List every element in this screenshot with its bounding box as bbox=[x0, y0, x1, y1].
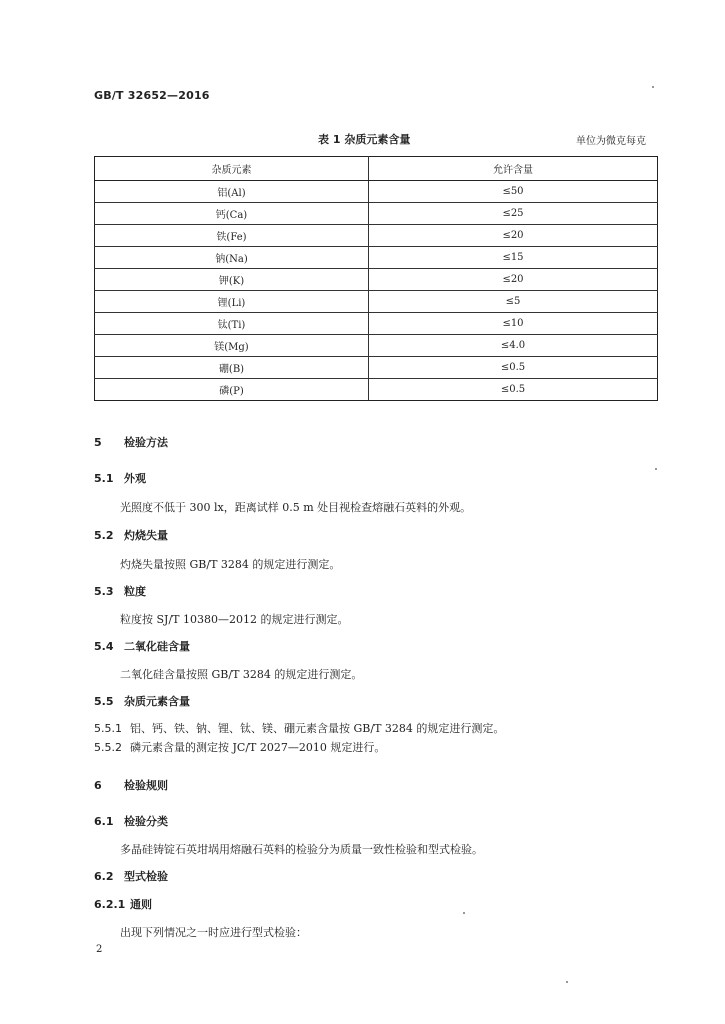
section-5-4-heading bbox=[94, 638, 190, 654]
section-5-1-heading bbox=[94, 470, 146, 486]
table-row bbox=[95, 269, 658, 291]
section-5-3-heading bbox=[94, 583, 146, 599]
section-title: 灼烧失量 bbox=[124, 529, 168, 542]
section-number: 5.5.2 bbox=[94, 741, 122, 754]
section-5-5-heading bbox=[94, 693, 190, 709]
element-cell: 铝(Al) bbox=[95, 181, 369, 203]
section-number: 5.2 bbox=[94, 529, 114, 542]
element-cell: 硼(B) bbox=[95, 357, 369, 379]
section-5-5-2-text bbox=[94, 739, 385, 755]
page-number: 2 bbox=[96, 944, 103, 955]
element-cell: 钠(Na) bbox=[95, 247, 369, 269]
section-number: 6.2 bbox=[94, 870, 114, 883]
section-title: 外观 bbox=[124, 472, 146, 485]
scan-speck bbox=[655, 468, 657, 470]
limit-cell: ≤15 bbox=[369, 247, 658, 269]
limit-cell: ≤10 bbox=[369, 313, 658, 335]
column-header-allowed: 允许含量 bbox=[369, 157, 658, 181]
limit-cell: ≤20 bbox=[369, 269, 658, 291]
table-row bbox=[95, 313, 658, 335]
element-cell: 钛(Ti) bbox=[95, 313, 369, 335]
table-row bbox=[95, 225, 658, 247]
section-title: 通则 bbox=[130, 898, 152, 911]
section-number: 5 bbox=[94, 436, 102, 449]
section-number: 6.1 bbox=[94, 815, 114, 828]
section-5-2-heading bbox=[94, 527, 168, 543]
section-title: 检验分类 bbox=[124, 815, 168, 828]
scan-speck bbox=[652, 86, 654, 88]
limit-cell: ≤25 bbox=[369, 203, 658, 225]
section-5-4-text: 二氧化硅含量按照 GB/T 3284 的规定进行测定。 bbox=[120, 668, 363, 681]
limit-cell: ≤4.0 bbox=[369, 335, 658, 357]
section-title: 检验方法 bbox=[124, 436, 168, 449]
section-text: 磷元素含量的测定按 JC/T 2027—2010 规定进行。 bbox=[130, 741, 386, 754]
element-cell: 镁(Mg) bbox=[95, 335, 369, 357]
section-text: 铝、钙、铁、钠、锂、钛、镁、硼元素含量按 GB/T 3284 的规定进行测定。 bbox=[130, 722, 505, 735]
section-title: 型式检验 bbox=[124, 870, 168, 883]
section-number: 5.5.1 bbox=[94, 722, 122, 735]
scan-speck bbox=[566, 981, 568, 983]
scan-speck bbox=[463, 912, 465, 914]
section-5-heading bbox=[94, 434, 168, 450]
table-row bbox=[95, 357, 658, 379]
section-6-2-1-text: 出现下列情况之一时应进行型式检验： bbox=[120, 926, 307, 939]
table-caption: 表 1 杂质元素含量 bbox=[318, 133, 411, 146]
section-number: 5.3 bbox=[94, 585, 114, 598]
table-header-row bbox=[95, 157, 658, 181]
section-5-1-text: 光照度不低于 300 lx，距离试样 0.5 m 处目视检查熔融石英料的外观。 bbox=[120, 501, 472, 514]
section-title: 杂质元素含量 bbox=[124, 695, 190, 708]
limit-cell: ≤50 bbox=[369, 181, 658, 203]
standard-number: GB/T 32652—2016 bbox=[94, 89, 210, 102]
element-cell: 钙(Ca) bbox=[95, 203, 369, 225]
limit-cell: ≤20 bbox=[369, 225, 658, 247]
section-5-2-text: 灼烧失量按照 GB/T 3284 的规定进行测定。 bbox=[120, 558, 341, 571]
section-number: 5.1 bbox=[94, 472, 114, 485]
section-title: 检验规则 bbox=[124, 779, 168, 792]
table-unit: 单位为微克每克 bbox=[576, 136, 646, 147]
section-6-heading bbox=[94, 777, 168, 793]
section-6-1-heading bbox=[94, 813, 168, 829]
section-6-1-text: 多晶硅铸锭石英坩埚用熔融石英料的检验分为质量一致性检验和型式检验。 bbox=[120, 843, 483, 856]
table-row bbox=[95, 203, 658, 225]
table-row bbox=[95, 181, 658, 203]
section-6-2-1-heading bbox=[94, 896, 152, 912]
table-row bbox=[95, 379, 658, 401]
section-title: 粒度 bbox=[124, 585, 146, 598]
section-6-2-heading bbox=[94, 868, 168, 884]
limit-cell: ≤5 bbox=[369, 291, 658, 313]
section-number: 6.2.1 bbox=[94, 898, 126, 911]
element-cell: 钾(K) bbox=[95, 269, 369, 291]
element-cell: 磷(P) bbox=[95, 379, 369, 401]
element-cell: 铁(Fe) bbox=[95, 225, 369, 247]
column-header-element: 杂质元素 bbox=[95, 157, 369, 181]
element-cell: 锂(Li) bbox=[95, 291, 369, 313]
section-5-3-text: 粒度按 SJ/T 10380—2012 的规定进行测定。 bbox=[120, 613, 349, 626]
table-row bbox=[95, 291, 658, 313]
section-number: 6 bbox=[94, 779, 102, 792]
section-number: 5.5 bbox=[94, 695, 114, 708]
table-row bbox=[95, 335, 658, 357]
section-number: 5.4 bbox=[94, 640, 114, 653]
section-5-5-1-text bbox=[94, 720, 504, 736]
section-title: 二氧化硅含量 bbox=[124, 640, 190, 653]
impurity-table bbox=[94, 156, 658, 401]
limit-cell: ≤0.5 bbox=[369, 357, 658, 379]
limit-cell: ≤0.5 bbox=[369, 379, 658, 401]
table-row bbox=[95, 247, 658, 269]
